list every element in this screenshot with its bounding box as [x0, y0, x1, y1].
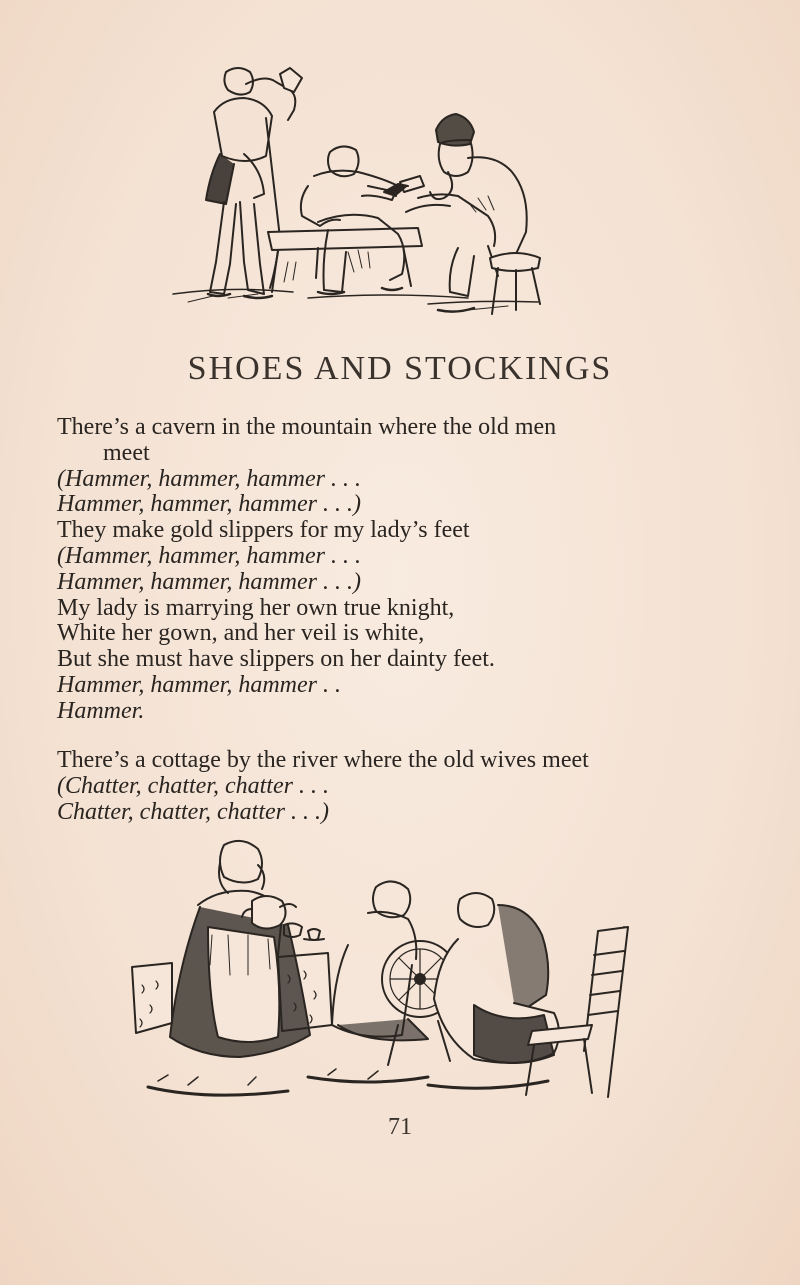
verse-line: They make gold slippers for my lady’s feet [57, 517, 470, 544]
verse-line: Hammer, hammer, hammer . . [57, 671, 341, 698]
page-number: 71 [388, 1114, 412, 1140]
poem-title: SHOES AND STOCKINGS [187, 350, 613, 387]
verse-line: Hammer. [57, 697, 145, 724]
verse-line: Hammer, hammer, hammer . . .) [57, 491, 361, 518]
old-wives-illustration [128, 835, 636, 1107]
verse-line: Hammer, hammer, hammer . . .) [57, 568, 361, 595]
verse-line: (Chatter, chatter, chatter . . . [57, 772, 329, 799]
verse-line: My lady is marrying her own true knight, [57, 594, 455, 621]
verse-line: (Hammer, hammer, hammer . . . [57, 465, 361, 492]
verse-line: There’s a cottage by the river where the old wives meet [57, 747, 589, 773]
stanza-2 [57, 748, 757, 825]
stanza-1 [57, 415, 757, 725]
verse-line: But she must have slippers on her dainty feet. [57, 646, 495, 673]
verse-line: Chatter, chatter, chatter . . .) [57, 798, 329, 825]
verse-line: White her gown, and her veil is white, [57, 620, 425, 647]
verse-line: (Hammer, hammer, hammer . . . [57, 542, 361, 569]
verse-line: There’s a cavern in the mountain where the old men [57, 414, 557, 440]
shoemakers-illustration [168, 62, 552, 324]
verse-line: meet [103, 439, 150, 466]
